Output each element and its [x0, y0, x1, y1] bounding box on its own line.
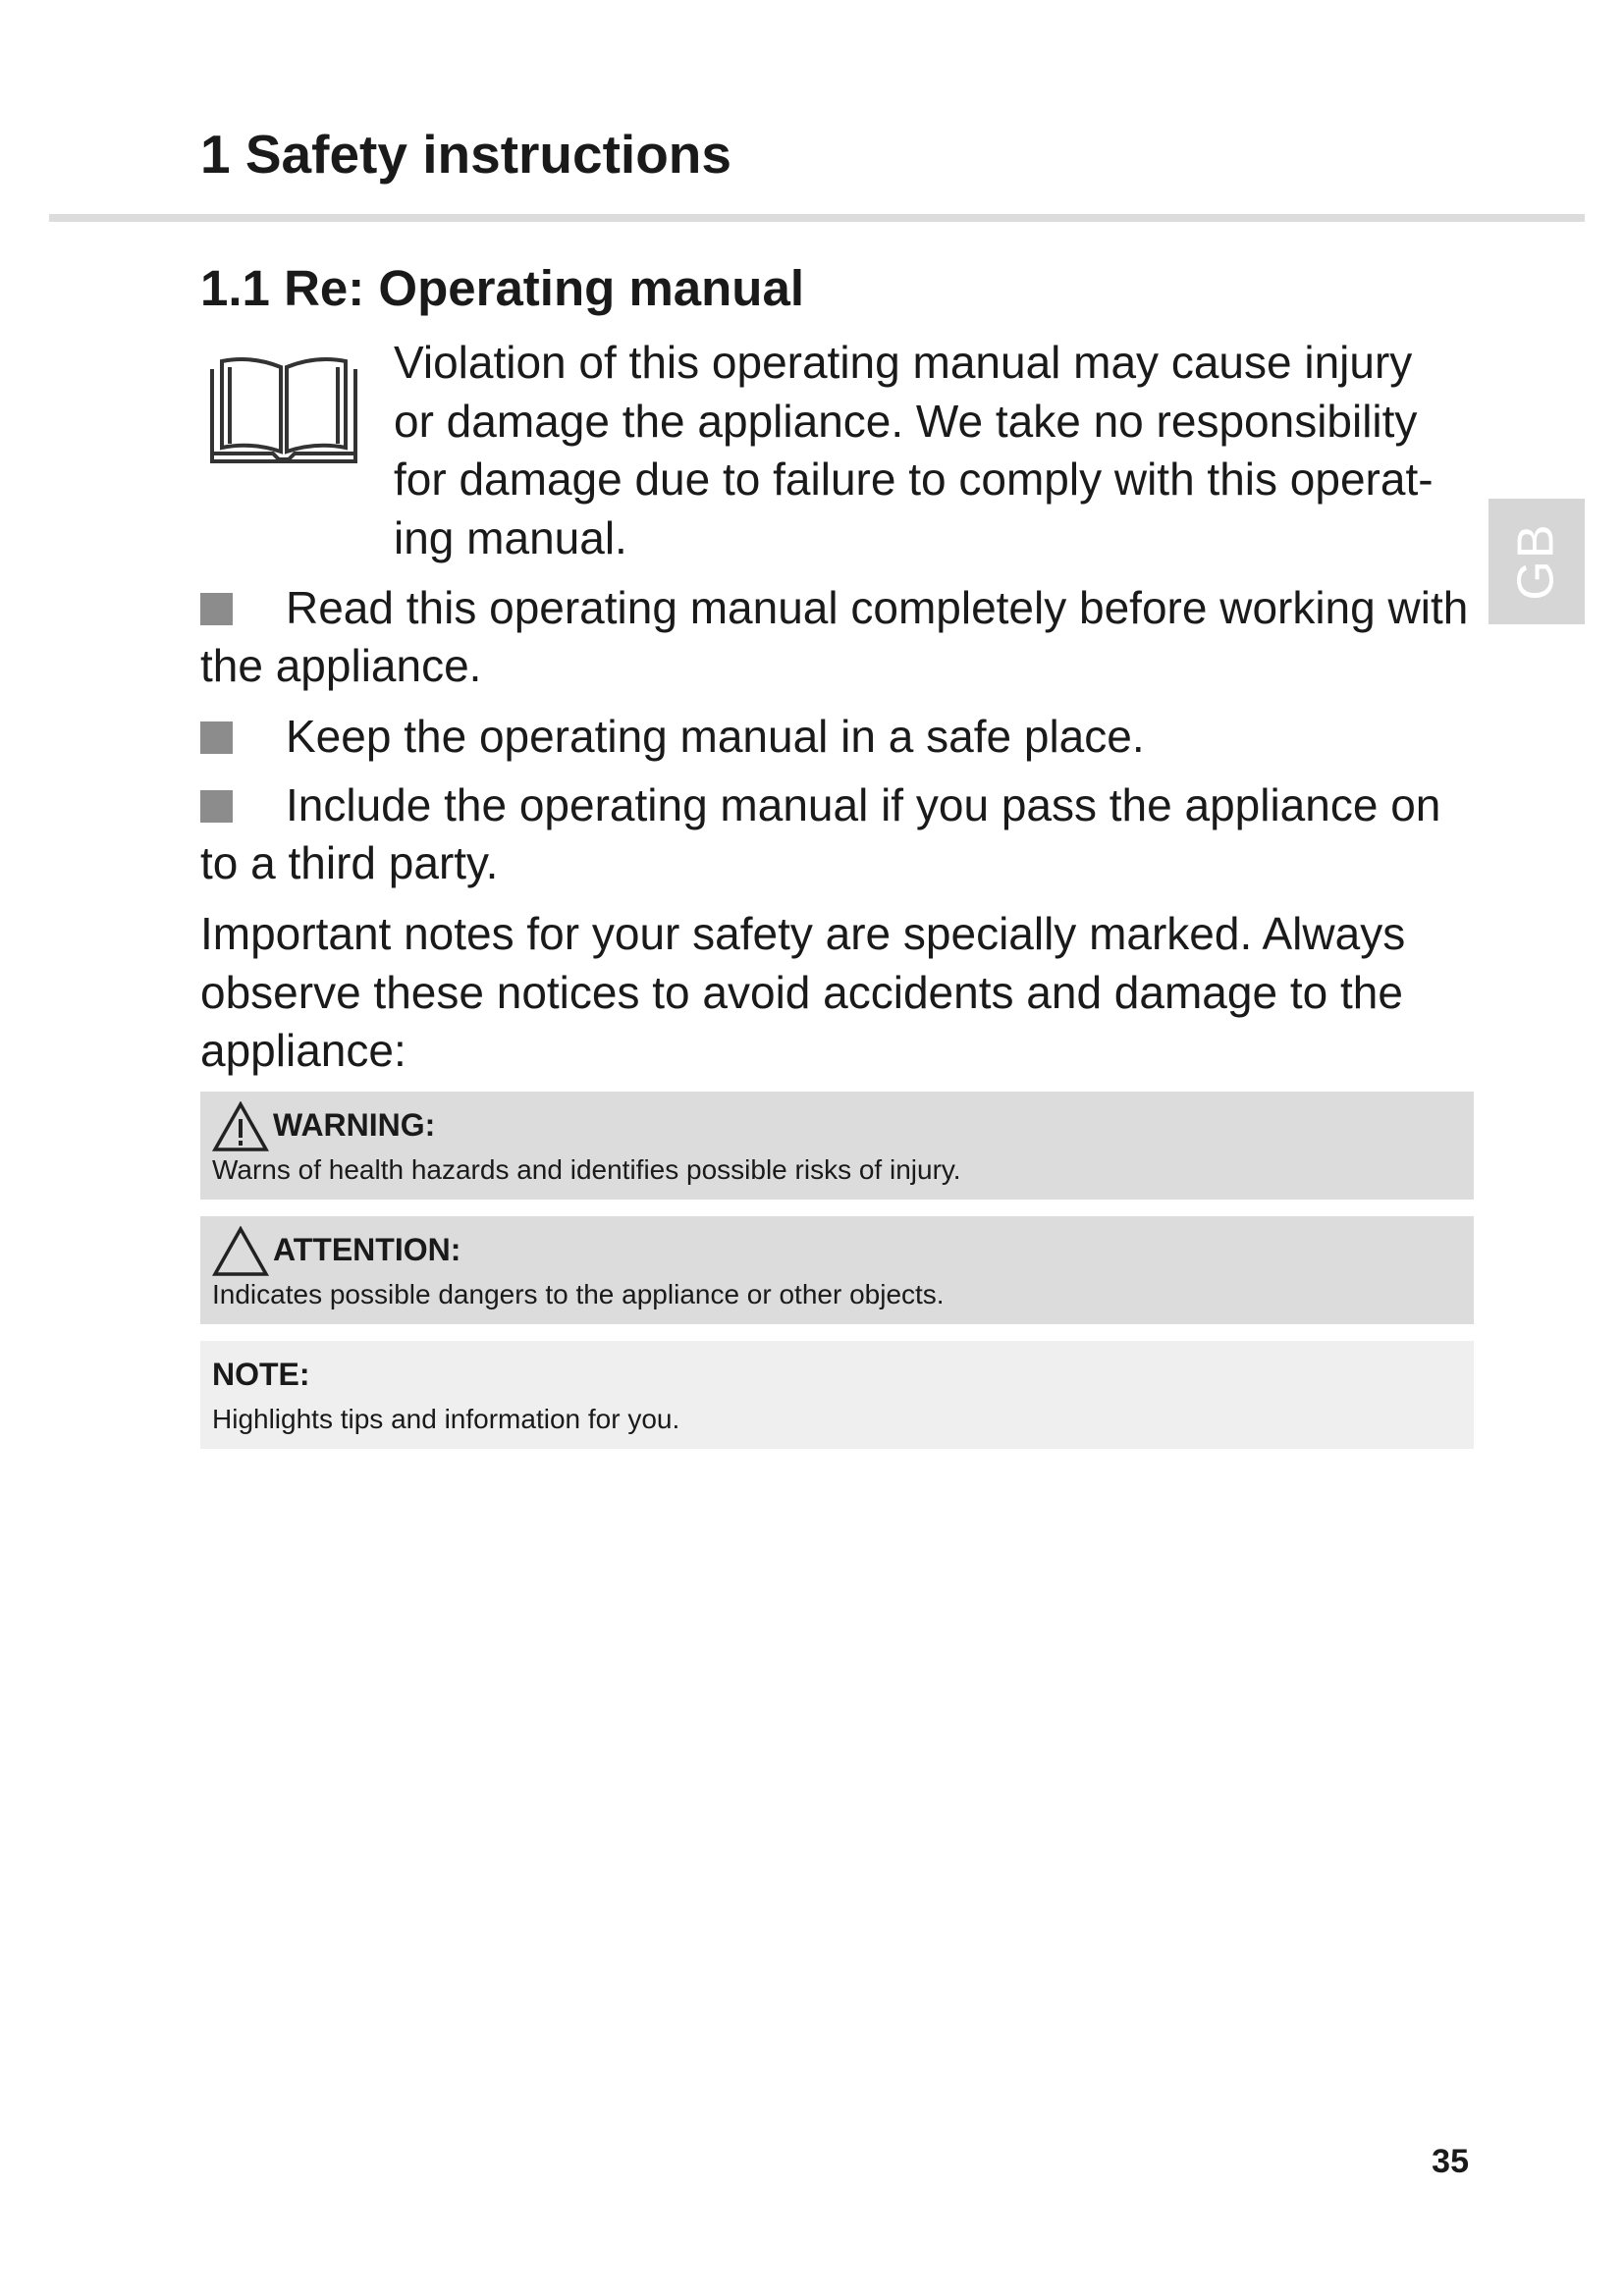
intro-line: ing manual.: [394, 511, 627, 563]
chapter-title: 1 Safety instructions: [200, 124, 731, 185]
square-bullet-icon: [200, 790, 233, 823]
attention-triangle-icon: [212, 1226, 269, 1277]
page-number: 35: [1432, 2143, 1469, 2180]
section-title: 1.1 Re: Operating manual: [200, 260, 804, 316]
bullet-text: the appliance.: [200, 640, 482, 691]
note-text: Highlights tips and information for you.: [212, 1404, 680, 1434]
intro-line: or damage the appliance. We take no responsibility: [394, 395, 1418, 447]
notes-line: Important notes for your safety are specially marked. Always: [200, 908, 1406, 959]
book-icon: [208, 351, 359, 469]
warning-text: Warns of health hazards and identifies possible risks of injury.: [212, 1154, 961, 1185]
bullet-text: to a third party.: [200, 837, 499, 888]
note-title: NOTE:: [212, 1357, 310, 1392]
attention-text: Indicates possible dangers to the appliance or other objects.: [212, 1279, 945, 1309]
warning-notice: [200, 1092, 1474, 1200]
language-tab-label: GB: [1507, 522, 1565, 601]
bullet-text: Include the operating manual if you pass the appliance on: [286, 779, 1441, 830]
attention-title: ATTENTION:: [273, 1232, 461, 1267]
bullet-item: [200, 579, 1516, 695]
chapter-divider: [49, 214, 1585, 222]
intro-line: Violation of this operating manual may cause injury: [394, 337, 1413, 388]
notes-line: appliance:: [200, 1025, 406, 1076]
attention-notice: [200, 1216, 1474, 1324]
square-bullet-icon: [200, 593, 233, 625]
square-bullet-icon: [200, 721, 233, 754]
bullet-item: [200, 708, 1516, 766]
intro-paragraph: [394, 334, 1484, 567]
intro-line: for damage due to failure to comply with this operat-: [394, 454, 1434, 505]
warning-exclamation-icon: [212, 1101, 269, 1152]
bullet-item: [200, 776, 1516, 892]
warning-title: WARNING:: [273, 1107, 436, 1143]
note-notice: [200, 1341, 1474, 1449]
bullet-text: Read this operating manual completely before working with: [286, 582, 1469, 633]
bullet-text: Keep the operating manual in a safe place.: [286, 711, 1145, 762]
notes-line: observe these notices to avoid accidents and damage to the: [200, 966, 1403, 1018]
notes-paragraph: [200, 905, 1496, 1081]
